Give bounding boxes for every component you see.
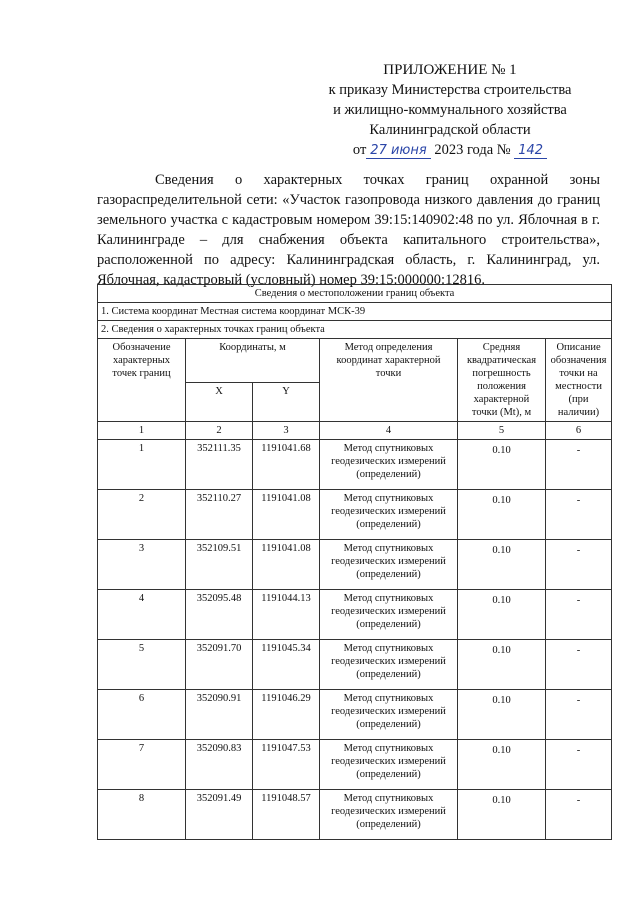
method-cell: Метод спутниковых геодезических измерений (определений) — [320, 440, 458, 490]
description-cell: - — [546, 740, 612, 790]
header-line-3: Калининградской области — [369, 122, 531, 138]
error-cell: 0.10 — [458, 440, 546, 490]
date-year: 2023 года № — [434, 142, 511, 158]
document-header — [300, 60, 600, 160]
error-cell: 0.10 — [458, 790, 546, 840]
point-id: 1 — [98, 440, 186, 490]
description-cell: - — [546, 690, 612, 740]
method-cell: Метод спутниковых геодезических измерений (определений) — [320, 540, 458, 590]
error-cell: 0.10 — [458, 690, 546, 740]
handwritten-date: 27 июня — [366, 144, 430, 159]
method-cell: Метод спутниковых геодезических измерений (определений) — [320, 690, 458, 740]
header-line-2: и жилищно-коммунального хозяйства — [333, 102, 567, 118]
point-id: 2 — [98, 490, 186, 540]
point-id: 3 — [98, 540, 186, 590]
header-y: Y — [253, 382, 320, 421]
table-row — [98, 690, 612, 740]
error-cell: 0.10 — [458, 540, 546, 590]
coord-x: 352095.48 — [186, 590, 253, 640]
col-number: 6 — [546, 422, 612, 440]
table-row — [98, 590, 612, 640]
method-cell: Метод спутниковых геодезических измерений (определений) — [320, 740, 458, 790]
error-cell: 0.10 — [458, 490, 546, 540]
error-cell: 0.10 — [458, 590, 546, 640]
description-cell: - — [546, 640, 612, 690]
col-number: 1 — [98, 422, 186, 440]
table-row — [98, 640, 612, 690]
order-date-line — [300, 140, 600, 160]
coord-y: 1191046.29 — [253, 690, 320, 740]
coord-x: 352109.51 — [186, 540, 253, 590]
point-id: 6 — [98, 690, 186, 740]
description-cell: - — [546, 490, 612, 540]
method-cell: Метод спутниковых геодезических измерений (определений) — [320, 490, 458, 540]
coordinate-system-row: 1. Система координат Местная система координат МСК-39 — [98, 303, 612, 321]
column-numbers-row — [98, 422, 612, 440]
table-row — [98, 740, 612, 790]
point-id: 4 — [98, 590, 186, 640]
point-id: 8 — [98, 790, 186, 840]
table-row — [98, 790, 612, 840]
col-number: 3 — [253, 422, 320, 440]
error-cell: 0.10 — [458, 740, 546, 790]
coord-y: 1191044.13 — [253, 590, 320, 640]
coord-y: 1191041.68 — [253, 440, 320, 490]
point-id: 7 — [98, 740, 186, 790]
coord-y: 1191048.57 — [253, 790, 320, 840]
description-cell: - — [546, 540, 612, 590]
method-cell: Метод спутниковых геодезических измерений (определений) — [320, 640, 458, 690]
table-row — [98, 490, 612, 540]
coord-y: 1191045.34 — [253, 640, 320, 690]
coord-y: 1191041.08 — [253, 540, 320, 590]
appendix-title: ПРИЛОЖЕНИЕ № 1 — [383, 62, 517, 78]
handwritten-number: 142 — [514, 144, 547, 159]
coord-y: 1191047.53 — [253, 740, 320, 790]
method-cell: Метод спутниковых геодезических измерений (определений) — [320, 590, 458, 640]
table-row — [98, 440, 612, 490]
intro-paragraph: Сведения о характерных точках границ охранной зоны газораспределительной сети: «Участок газопровода низкого давления до границ земельного участка с кадастровым номером 39:15:140902:48 по ул. Яблочная в г. Калининграде – для снабжения объекта капитального строительства», расположенной по адресу: Калининградская область, г. Калининград, ул. Яблочная, кадастровый (условный) номер 39:15:000000:12816. — [97, 172, 600, 288]
col-number: 2 — [186, 422, 253, 440]
coord-x: 352091.49 — [186, 790, 253, 840]
header-coordinates: Координаты, м — [186, 339, 320, 383]
header-description: Описание обозначения точки на местности (при наличии) — [546, 339, 612, 422]
coord-x: 352090.83 — [186, 740, 253, 790]
header-x: X — [186, 382, 253, 421]
coord-x: 352111.35 — [186, 440, 253, 490]
method-cell: Метод спутниковых геодезических измерений (определений) — [320, 790, 458, 840]
header-error: Средняя квадратическая погрешность положения характерной точки (Mt), м — [458, 339, 546, 422]
description-cell: - — [546, 790, 612, 840]
header-point-designation: Обозначение характерных точек границ — [98, 339, 186, 422]
table-title: Сведения о местоположении границ объекта — [98, 285, 612, 303]
col-number: 4 — [320, 422, 458, 440]
col-number: 5 — [458, 422, 546, 440]
date-prefix: от — [352, 142, 367, 158]
table-row — [98, 540, 612, 590]
header-line-1: к приказу Министерства строительства — [328, 82, 572, 98]
description-cell: - — [546, 440, 612, 490]
boundary-points-table — [97, 284, 612, 840]
description-cell: - — [546, 590, 612, 640]
coord-x: 352090.91 — [186, 690, 253, 740]
error-cell: 0.10 — [458, 640, 546, 690]
point-id: 5 — [98, 640, 186, 690]
coord-x: 352091.70 — [186, 640, 253, 690]
intro-text — [97, 170, 600, 290]
coord-y: 1191041.08 — [253, 490, 320, 540]
header-method: Метод определения координат характерной точки — [320, 339, 458, 422]
coord-x: 352110.27 — [186, 490, 253, 540]
points-section-row: 2. Сведения о характерных точках границ объекта — [98, 321, 612, 339]
